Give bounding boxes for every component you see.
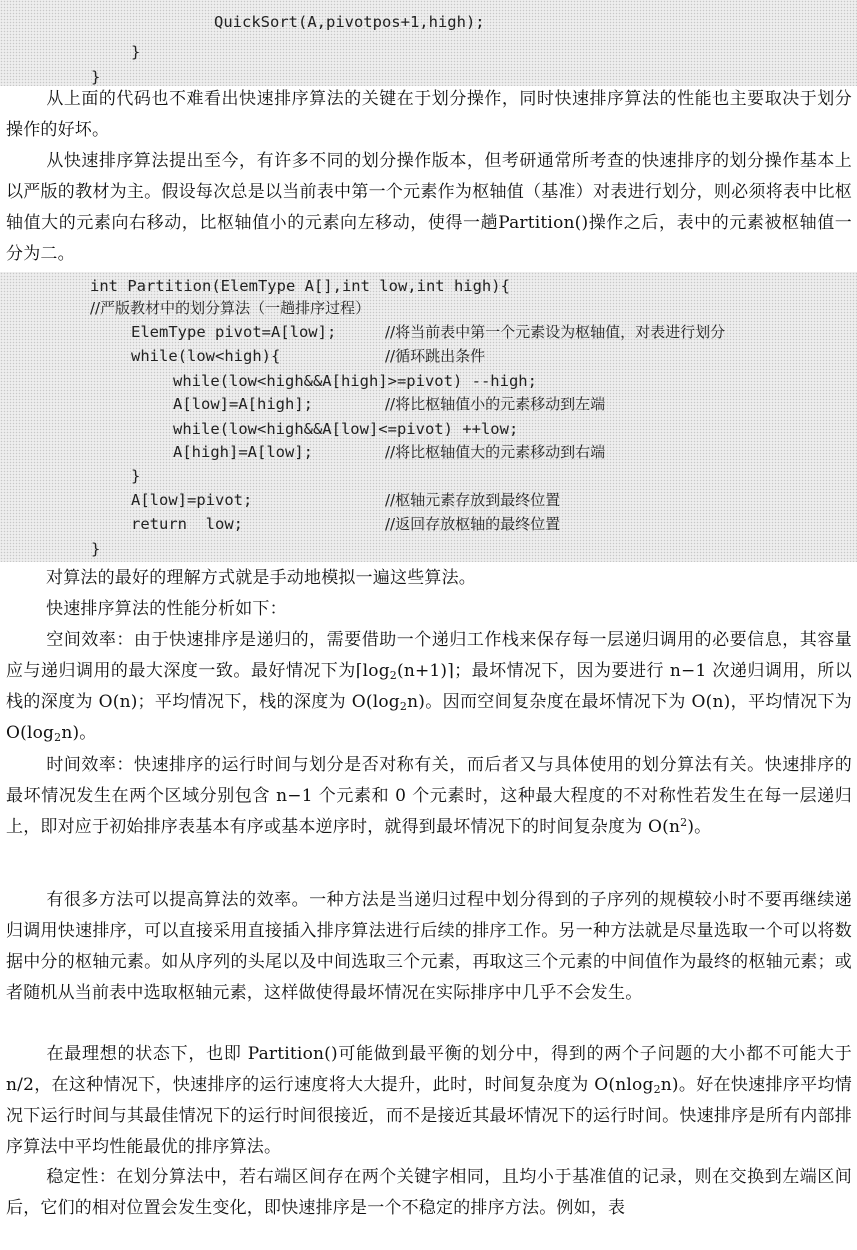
code-line: } [131,43,141,61]
code-signature: int Partition(ElemType A[],int low,int high){ [90,277,510,295]
paragraph-text: 稳定性：在划分算法中，若右端区间存在两个关键字相同，且均小于基准值的记录，则在交换到左端区间后，它们的相对位置会发生变化，即快速排序是一个不稳定的排序方法。例如，表 [6,1167,852,1218]
text-run: n)。好在快速排序平均情况下运行时间与其最佳情况下的运行时间很接近，而不是接近其最坏情况下的运行时间。快速排序是所有内部排序算法中平均性能最优的排序算法。 [6,1075,852,1157]
code-line: A[low]=A[high]; [173,395,313,413]
paragraph-simulate [6,563,852,594]
code-comment: //枢轴元素存放到最终位置 [385,491,561,509]
paragraph-space-efficiency [6,625,852,749]
paragraph-analysis-intro [6,594,852,625]
code-block-quicksort-tail [0,0,857,86]
code-line: } [91,540,101,558]
paragraph-time-efficiency [6,750,852,843]
code-line: A[high]=A[low]; [173,443,313,461]
paragraph-stability [6,1162,852,1224]
text-run: )。 [687,817,712,837]
code-line: } [91,68,101,86]
paragraph-text: 对算法的最好的理解方式就是手动地模拟一遍这些算法。 [46,568,476,588]
code-line: while(low<high){ [131,347,281,365]
text-run: n)。 [61,723,97,743]
paragraph-text: 从上面的代码也不难看出快速排序算法的关键在于划分操作，同时快速排序算法的性能也主要取决于划分操作的好坏。 [6,89,852,140]
code-comment: //将比枢轴值小的元素移动到左端 [385,395,606,413]
text-run: 时间效率：快速排序的运行时间与划分是否对称有关，而后者又与具体使用的划分算法有关。快速排序的最坏情况发生在两个区域分别包含 n−1 个元素和 0 个元素时，这种最大程度的不对称性若发生在每一层递归上，即对应于初始排序表基本有序或基本逆序时，就得到最坏情况下的时间复杂度为 O(n [6,755,852,837]
text-run: 在最理想的状态下，也即 Partition()可能做到最平衡的划分中，得到的两个子问题的大小都不可能大于 n/2，在这种情况下，快速排序的运行速度将大大提升，此时，时间复杂度为 O(nlog [6,1044,852,1095]
code-comment: //将当前表中第一个元素设为枢轴值，对表进行划分 [385,323,726,341]
text-run: n)。因而空间复杂度在最坏情况下为 O(n)，平均情况下为 O(log [6,692,852,743]
subscript: 2 [389,669,397,682]
subscript: 2 [653,1083,661,1096]
code-comment: //循环跳出条件 [385,347,486,365]
paragraph-text: 快速排序算法的性能分析如下： [46,599,287,619]
code-comment: //将比枢轴值大的元素移动到右端 [385,443,606,461]
code-line: A[low]=pivot; [131,491,253,509]
code-line: while(low<high&&A[low]<=pivot) ++low; [173,420,519,438]
paragraph-text: 从快速排序算法提出至今，有许多不同的划分操作版本，但考研通常所考查的快速排序的划分操作基本上以严版的教材为主。假设每次总是以当前表中第一个元素作为枢轴值（基准）对表进行划分，则必须将表中比枢轴值大的元素向右移动，比枢轴值小的元素向左移动，使得一趟Partition()操作之后，表中的元素被枢轴值一分为二。 [6,151,852,264]
code-block-partition [0,272,857,562]
code-line: ElemType pivot=A[low]; [131,323,337,341]
code-line: QuickSort(A,pivotpos+1,high); [214,13,485,31]
code-comment: //返回存放枢轴的最终位置 [385,515,561,533]
code-line: } [131,467,141,485]
paragraph-partition-versions [6,146,852,270]
paragraph-partition-key [6,84,852,146]
code-comment-heading: //严版教材中的划分算法（一趟排序过程） [90,299,371,317]
subscript: 2 [54,731,62,744]
code-line: return low; [131,515,243,533]
text-run: (n+1)⌉；最坏情况下，因为要进行 n−1 次递归调用，所以栈的深度为 O(n)；平均情况下，栈的深度为 O(log [6,661,852,712]
code-line: while(low<high&&A[high]>=pivot) --high; [173,372,537,390]
superscript: 2 [680,816,688,829]
subscript: 2 [399,700,408,713]
paragraph-improvements [6,885,852,1009]
paragraph-ideal-case [6,1039,852,1163]
text-run: 空间效率：由于快速排序是递归的，需要借助一个递归工作栈来保存每一层递归调用的必要信息，其容量应与递归调用的最大深度一致。最好情况下为⌈log [6,630,852,681]
paragraph-text: 有很多方法可以提高算法的效率。一种方法是当递归过程中划分得到的子序列的规模较小时不要再继续递归调用快速排序，可以直接采用直接插入排序算法进行后续的排序工作。另一种方法就是尽量选取一个可以将数据中分的枢轴元素。如从序列的头尾以及中间选取三个元素，再取这三个元素的中间值作为最终的枢轴元素；或者随机从当前表中选取枢轴元素，这样做使得最坏情况在实际排序中几乎不会发生。 [6,890,852,1003]
